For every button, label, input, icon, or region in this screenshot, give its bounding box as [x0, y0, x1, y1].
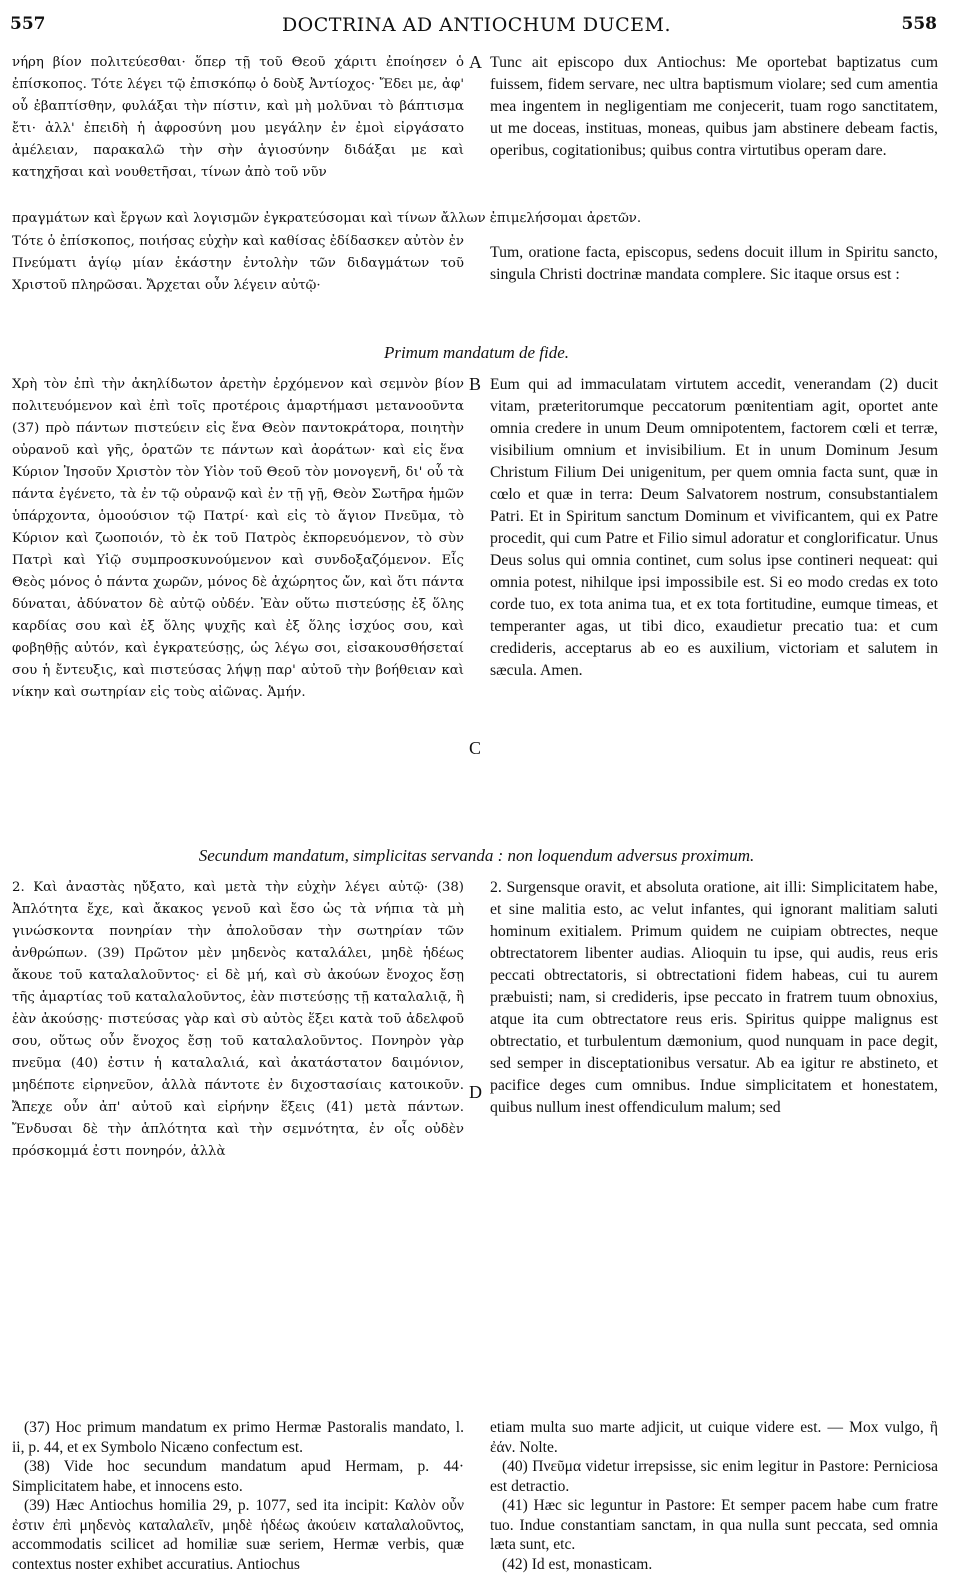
margin-marker-c: C [469, 738, 482, 758]
greek-paragraph-second-mandate: 2. Καὶ ἀναστὰς ηὔξατο, καὶ μετὰ τὴν εὐχὴν λέγει αὐτῷ· (38) Ἀπλότητα ἔχε, καὶ ἄκακος γενοῦ καὶ ἔσο ὡς τὰ νήπια τὰ μὴ γινώσκοντα πονηρίαν τὴν ἀπολοῦσαν τὴν σωτηρίαν τῶν ἀνθρώπων. (39) Πρῶτον μὲν μηδενὸς καταλάλει, μηδὲ ἡδέως ἄκουε τοῦ καταλαλοῦντος· εἰ δὲ μή, καὶ σὺ ἀκούων ἔνοχος ἔσῃ τῆς ἁμαρτίας τοῦ καταλαλοῦντος, ἐὰν πιστεύσῃς τῇ καταλαλιᾷ, ἢ ἐὰν ἀκούσῃς· πιστεύσας γὰρ καὶ σὺ αὐτὸς ἕξει κατὰ τοῦ ἀδελφοῦ σου, οὕτως οὖν ἔνοχος ἔσῃ τοῦ καταλαλοῦντος. Πονηρὸν γὰρ πνεῦμα (40) ἐστιν ἡ καταλαλιά, καὶ ἀκατάστατον δαιμόνιον, μηδέποτε εἰρηνεῦον, ἀλλὰ πάντοτε ἐν διχοστασίαις κατοικοῦν. Ἄπεχε οὖν ἀπ' αὐτοῦ καὶ εἰρήνην ἕξεις (41) μετὰ πάντων. Ἔνδυσαι δὲ τὴν ἁπλότητα καὶ τὴν σεμνότητα, ἐν οἷς οὐδὲν πρόσκομμά ἐστι πονηρόν, ἀλλὰ [12, 880, 464, 1159]
margin-marker-a: A [469, 52, 482, 72]
section-heading-second-mandate: Secundum mandatum, simplicitas servanda : non loquendum adversus proximum. [198, 846, 755, 865]
margin-marker-b: B [469, 374, 482, 394]
footnote: (39) Hæc Antiochus homilia 29, p. 1077, sed ita incipit: Καλὸν οὖν ἐστιν ἐπὶ μηδενὸς καταλαλεῖν, μηδὲ ἡδέως ἀκούειν καταλαλοῦντος, accommodatis scilicet ad homiliæ suæ seriem, Hermæ verbis, quæ contextus noster exhibet accuratius. Antiochus [12, 1497, 464, 1573]
footnote: (41) Hæc sic leguntur in Pastore: Et semper pacem habe cum fratre tuo. Indue constantiam sanctam, in qua nulla sunt peccata, sed omnia læta sunt, etc. [490, 1497, 938, 1553]
footnotes-left [12, 1418, 464, 1574]
greek-paragraph-first-mandate: Χρὴ τὸν ἐπὶ τὴν ἀκηλίδωτον ἀρετὴν ἐρχόμενον καὶ σεμνὸν βίον πολιτευόμενον καὶ ἐπὶ τοῖς προτέροις ἁμαρτήμασι μετανοοῦντα (37) πρὸ πάντων πιστεύειν εἰς ἕνα Θεὸν παντοκράτορα, ποιητὴν οὐρανοῦ καὶ γῆς, ὁρατῶν τε πάντων καὶ ἀοράτων· καὶ εἰς ἕνα Κύριον Ἰησοῦν Χριστὸν τὸν Υἱὸν τοῦ Θεοῦ τὸν μονογενῆ, δι' οὗ τὰ πάντα ἐγένετο, τὰ ἐν τῷ οὐρανῷ καὶ ἐν τῇ γῇ, Θεὸν Σωτῆρα ἡμῶν ὑπάρχοντα, ὁμοούσιον τῷ Πατρί· καὶ εἰς τὸ ἅγιον Πνεῦμα, τὸ Κύριον καὶ ζωοποιόν, τὸ ἐκ τοῦ Πατρὸς ἐκπορευόμενον, τὸ σὺν Πατρὶ καὶ Υἱῷ συμπροσκυνούμενον καὶ συνδοξαζόμενον. Εἷς Θεὸς μόνος ὁ πάντα χωρῶν, μόνος δὲ ἀχώρητος ὤν, καὶ ὅτι πάντα δύναται, ἀδύνατον δὲ αὐτῷ οὐδέν. Ἐὰν οὕτω πιστεύσῃς ἐξ ὅλης καρδίας σου καὶ ἐξ ὅλης ψυχῆς καὶ ἐξ ὅλης ἰσχύος σου, καὶ φοβηθῇς αὐτόν, καὶ ἐγκρατεύσῃς, ὡς λέγω σοι, εἰσακουσθήσεταί σου ἡ ἔντευξις, καὶ πιστεύσας λήψῃ παρ' αὐτοῦ τὴν βοήθειαν καὶ νίκην καὶ σωτηρίαν εἰς τοὺς αἰῶνας. Ἀμήν. [12, 377, 464, 700]
margin-marker-d: D [469, 1082, 482, 1102]
greek-wide-line: πραγμάτων καὶ ἔργων καὶ λογισμῶν ἐγκρατεύσομαι καὶ τίνων ἄλλων ἐπιμελήσομαι ἀρετῶν. [12, 211, 642, 226]
page-number-left: 557 [10, 14, 46, 34]
latin-paragraph-second-mandate: 2. Surgensque oravit, et absoluta oratione, ait illi: Simplicitatem habe, et sine malitia esto, ac velut infantes, qui ignorant malitiam saluti hominum exitialem. Primum quidem ne cuipiam obtrectes, neque obtrectatorem libenter audias. Alioquin tu ipse, qui audis, reus eris peccati obtrectatoris, si obtrectationi fidem habeas, cui tu aurem præbuisti; nam, si credideris, ipse peccato in fratrem tuum obnoxius, atque ita cum obtrectatore reus eris. Spiritus quippe malignus est obtrectatio, et turbulentum dæmonium, quod nunquam in pace degit, sed semper in disceptationibus versatur. Ab ea igitur re abstineto, et pacifice deges cum omnibus. Indue simplicitatem et honestatem, quibus nullum inest offendiculum malum; sed [490, 879, 938, 1116]
footnote: (38) Vide hoc secundum mandatum apud Hermam, p. 44· Simplicitatem habe, et innocens esto. [12, 1458, 464, 1495]
running-title: DOCTRINA AD ANTIOCHUM DUCEM. [281, 14, 672, 36]
footnote: (40) Πνεῦμα videtur irrepsisse, sic enim legitur in Pastore: Perniciosa est detractio. [490, 1458, 938, 1495]
footnote-continuation: etiam multa suo marte adjicit, ut cuique videre est. — Mox vulgo, ἢ ἐάν. Nolte. [490, 1419, 938, 1456]
greek-paragraph-intro: νήρη βίον πολιτεύεσθαι· ὅπερ τῇ τοῦ Θεοῦ χάριτι ἐποίησεν ὁ ἐπίσκοπος. Τότε λέγει τῷ ἐπισκόπῳ ὁ δοὺξ Ἀντίοχος· Ἔδει με, ἀφ' οὗ ἐβαπτίσθην, φυλάξαι τὴν πίστιν, καὶ μὴ μολῦναι τὸ βάπτισμα ἔτι· ἀλλ' ἐπειδὴ ἡ ἀφροσύνη μου μεγάλην ἐν ἐμοὶ εἰργάσατο ἀμέλειαν, παρακαλῶ τὴν σὴν ἁγιοσύνην διδάξαι με καὶ κατηχῆσαι καὶ νουθετῆσαι, τίνων ἀπὸ τοῦ νῦν [12, 55, 464, 180]
greek-paragraph-bishop: Τότε ὁ ἐπίσκοπος, ποιήσας εὐχὴν καὶ καθίσας ἐδίδασκεν αὐτὸν ἐν Πνεύματι ἁγίῳ μίαν ἑκάστην ἐντολὴν τῶν διδαγμάτων τοῦ Χριστοῦ πληρῶσαι. Ἄρχεται οὖν λέγειν αὐτῷ· [12, 234, 464, 293]
page-header [0, 14, 953, 44]
latin-paragraph-bishop: Tum, oratione facta, episcopus, sedens docuit illum in Spiritu sancto, singula Christi doctrinæ mandata complere. Sic itaque orsus est : [490, 244, 938, 283]
footnote: (42) Id est, monasticam. [502, 1555, 653, 1573]
footnote: (37) Hoc primum mandatum ex primo Hermæ Pastoralis mandato, l. ii, p. 44, et ex Symbolo Nicæno confectum est. [12, 1419, 464, 1456]
section-heading-first-mandate: Primum mandatum de fide. [383, 343, 570, 362]
footnotes-right [490, 1418, 938, 1574]
latin-paragraph-intro: Tunc ait episcopo dux Antiochus: Me oportebat baptizatus cum fuissem, fidem servare, nec ultra baptismum violare; sed cum amentia mea ingentem in negligentiam me conjecerit, tuam rogo sanctitatem, ut me doceas, instituas, moneas, quibus jam abstinere debeam factis, operibus, cogitationibus; quibus contra virtutibus operam dare. [490, 54, 938, 159]
latin-paragraph-first-mandate: Eum qui ad immaculatam virtutem accedit, venerandam (2) ducit vitam, præteritorumque peccatorum pœnitentiam agit, oportet ante omnia credere in unum Deum omnipotentem, factorem cœli et terræ, visibilium omnium et invisibilium. Et in unum Dominum Jesum Christum Filium Dei unigenitum, per quem omnia facta sunt, quæ in cœlo et quæ in terra: Deum Salvatorem nostrum, consubstantialem Patri. Et in Spiritum sanctum Dominum et vivificantem, qui ex Patre procedit, qui cum Patre et Filio simul adoratur et conglorificatur. Unus Deus solus qui omnia continet, cum solus ipse contineri nequeat: qui omnia potest, nihilque ipsi impossibile est. Si eo modo credas ex toto corde tuo, ex tota anima tua, et ex tota fortitudine, eumque timeas, et temperanter agas, ut tibi dico, exaudietur precatio tua: et cum credideris, acceptarus ab eo es auxilium, victoriam et salutem in sæcula. Amen. [490, 376, 938, 679]
page-number-right: 558 [901, 14, 937, 34]
